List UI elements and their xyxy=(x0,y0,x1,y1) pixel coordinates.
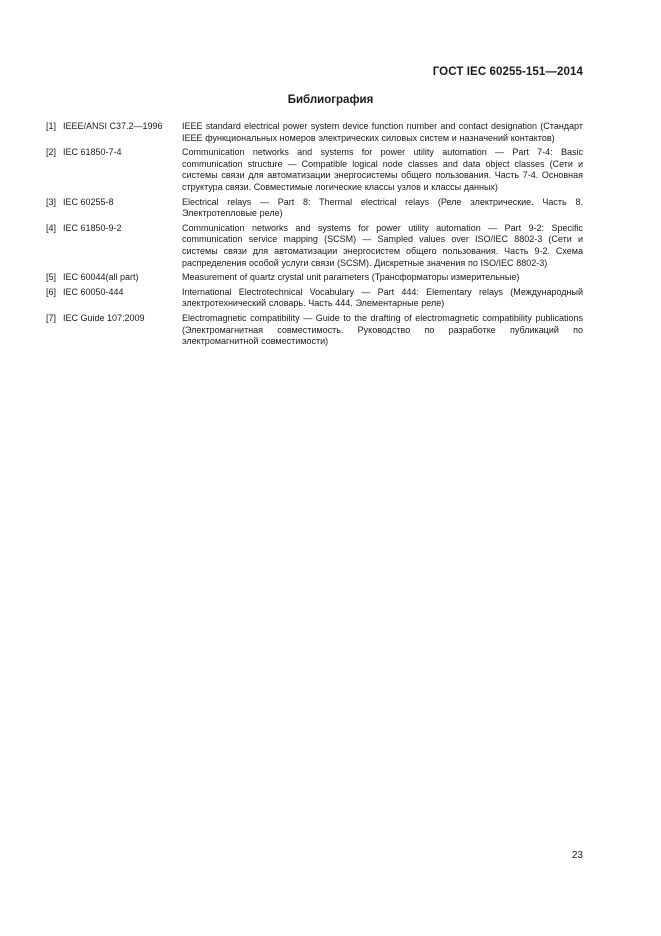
bibliography-entry xyxy=(46,223,583,269)
entry-number: [2] xyxy=(46,147,57,158)
bibliography-entry xyxy=(46,272,583,284)
bibliography-entry xyxy=(46,287,583,310)
entry-number: [1] xyxy=(46,121,57,131)
bibliography-entry xyxy=(46,313,583,348)
entry-reference: IEEE/ANSI C37.2—1996 xyxy=(63,121,163,131)
bibliography-entry xyxy=(46,197,583,220)
bibliography-list xyxy=(46,121,583,351)
entry-title: Communication networks and systems for power utility automation — Part 9-2: Specific communication service mapping (SCSM) — Sampled values over ISO/IEC 8802-3 (Сети и системы связи для автоматизации энергосистем общего пользования. Часть 9-2. Схема распределения особой услуги связи (SCSM). Дискретные значения по ISO/IEC 8802-3) xyxy=(182,222,583,268)
entry-number: [5] xyxy=(46,272,57,283)
page-number: 23 xyxy=(571,850,583,861)
entry-reference: IEC Guide 107:2009 xyxy=(63,312,145,323)
entry-number: [3] xyxy=(46,196,57,207)
entry-title: Electrical relays — Part 8: Thermal electrical relays (Реле электрические. Часть 8. Электротепловые реле) xyxy=(182,196,583,219)
bibliography-entry xyxy=(46,121,583,144)
entry-reference: IEC 60044(all part) xyxy=(63,272,139,283)
entry-reference: IEC 60255-8 xyxy=(63,196,114,207)
entry-title: International Electrotechnical Vocabulary — Part 444: Elementary relays (Международный электротехнический словарь. Часть 444. Элементарные реле) xyxy=(182,286,583,309)
entry-reference: IEC 60050-444 xyxy=(63,286,124,297)
entry-number: [6] xyxy=(46,286,57,297)
entry-title: Measurement of quartz crystal unit parameters (Трансформаторы измерительные) xyxy=(182,272,520,283)
standard-designation: ГОСТ IEC 60255-151—2014 xyxy=(432,66,583,78)
entry-number: [7] xyxy=(46,312,57,323)
entry-reference: IEC 61850-7-4 xyxy=(63,147,122,158)
entry-number: [4] xyxy=(46,222,57,233)
section-title: Библиография xyxy=(287,94,374,106)
entry-reference: IEC 61850-9-2 xyxy=(63,222,122,233)
entry-title: Communication networks and systems for power utility automation — Part 7-4: Basic communication structure — Compatible logical node classes and data object classes (Сети и системы связи для автоматизации энергосистемы общего пользования. Часть 7-4. Основная структура связи. Совместимые логические классы узлов и классы данных) xyxy=(182,147,583,192)
entry-title: IEEE standard electrical power system device function number and contact designation (Стандарт IEEE функциональных номеров электрических силовых систем и назначений контактов) xyxy=(182,121,583,143)
entry-title: Electromagnetic compatibility — Guide to the drafting of electromagnetic compatibility publications (Электромагнитная совместимость. Руководство по разработке публикаций по электромагнитной совместимости) xyxy=(182,312,583,347)
bibliography-entry xyxy=(46,147,583,193)
